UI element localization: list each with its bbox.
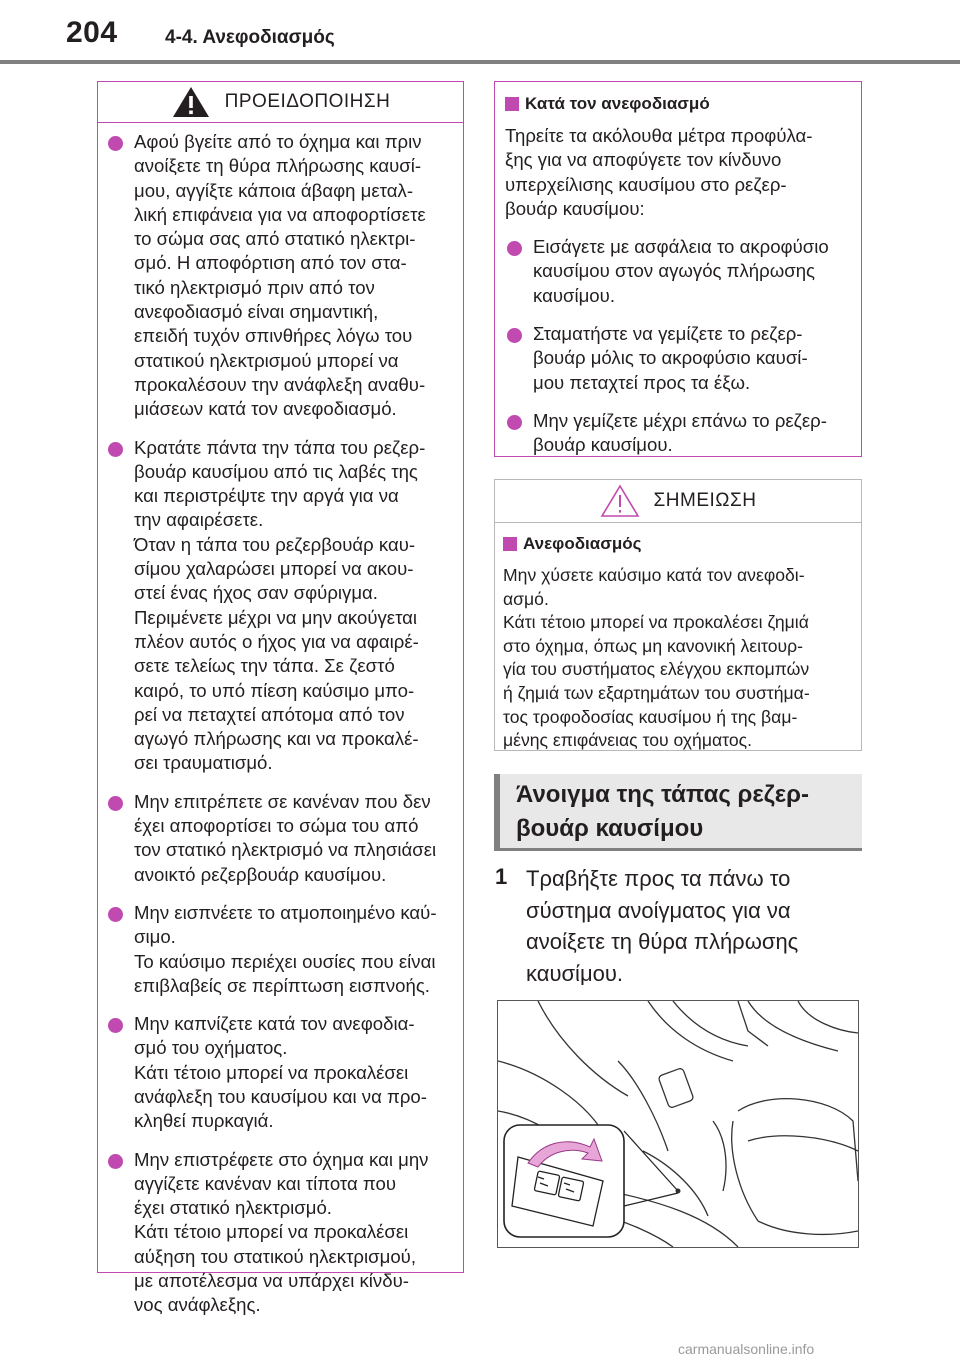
warning-triangle-icon: [171, 85, 211, 119]
warning-header: [98, 82, 463, 123]
note-title: ΣΗΜΕΙΩΣΗ: [653, 490, 757, 511]
note-heading: Ανεφοδιασμός: [503, 532, 853, 556]
footer-watermark: carmanualsonline.info: [678, 1341, 815, 1357]
section-heading: Άνοιγμα της τάπας ρεζερ- βουάρ καυσίμου: [516, 781, 810, 842]
refuel-item: [505, 409, 851, 458]
bullet-icon: [108, 136, 123, 151]
refuel-intro: Τηρείτε τα ακόλουθα μέτρα προφύλα- ξης για να αποφύγετε τον κίνδυνο υπερχείλισης καυσίμου στο ρεζερ- βουάρ καυσίμου:: [505, 125, 813, 219]
section-heading-band: [494, 774, 862, 850]
note-text: Μην χύσετε καύσιμο κατά τον ανεφοδι- ασμό. Κάτι τέτοιο μπορεί να προκαλέσει ζημιά στο όχημα, όπως μη κανονική λειτουρ- γία του συστήματος ελέγχου εκπομπών ή ζημιά των εξαρτημάτων του συστήμα- τος τροφοδοσίας καυσίμου ή της βαμ- μένης επιφάνειας του οχήματος.: [503, 565, 810, 751]
section-heading-rule: [494, 848, 862, 851]
caution-triangle-icon: [600, 484, 640, 518]
bullet-icon: [108, 907, 123, 922]
warning-item: [106, 1012, 453, 1133]
step-number: 1: [495, 864, 508, 889]
step-text: Τραβήξτε προς τα πάνω το σύστημα ανοίγματος για να ανοίξετε τη θύρα πλήρωσης καυσίμου.: [526, 866, 799, 986]
warning-item-text: Κρατάτε πάντα την τάπα του ρεζερ- βουάρ καυσίμου από τις λαβές της και περιστρέψτε την αργά για να την αφαιρέσετε. Όταν η τάπα του ρεζερβουάρ καυ- σίμου χαλαρώσει μπορεί να ακου- στεί ένας ήχος σαν σφύριγμα. Περιμένετε μέχρι να μην ακούγεται πλέον αυτός ο ήχος για να αφαιρέ- σετε τελείως την τάπα. Σε ζεστό καιρό, το υπό πίεση καύσιμο μπο- ρεί να πεταχτεί απότομα από τον αγωγό πλήρωσης και να προκαλέ- σει τραυματισμό.: [134, 436, 426, 774]
bullet-icon: [507, 328, 522, 343]
warning-item-text: Μην καπνίζετε κατά τον ανεφοδια- σμό του οχήματος. Κάτι τέτοιο μπορεί να προκαλέσει ανάφλεξη του καυσίμου και να προ- κληθεί πυρκαγιά.: [134, 1013, 427, 1132]
warning-item: [106, 901, 453, 998]
refuel-item: [505, 322, 851, 395]
warning-item-text: Μην επιστρέφετε στο όχημα και μην αγγίζετε κανέναν και τίποτα που έχει στατικό ηλεκτρισμό. Κάτι τέτοιο μπορεί να προκαλέσει αύξηση του στατικού ηλεκτρισμού, με αποτέλεσμα να υπάρχει κίνδυ- νος ανάφλεξης.: [134, 1148, 429, 1316]
warning-item: [106, 436, 453, 776]
refuel-box: [494, 81, 862, 457]
bullet-icon: [507, 241, 522, 256]
warning-item: [106, 1148, 453, 1318]
bullet-icon: [108, 1018, 123, 1033]
warning-item: [106, 790, 453, 887]
note-header: [495, 480, 861, 523]
warning-item-text: Αφού βγείτε από το όχημα και πριν ανοίξετε τη θύρα πλήρωσης καυσί- μου, αγγίξτε κάποια άβαφη μεταλ- λική επιφάνεια για να αποφορτίσετε το σώμα σας από στατικό ηλεκτρι- σμό. Η αποφόρτιση από τον στα- τικό ηλεκτρισμό πριν από τον ανεφοδιασμό είναι σημαντική, επειδή τυχόν σπινθήρες λόγω του στατικού ηλεκτρισμού μπορεί να προκαλέσουν την ανάφλεξη αναθυ- μιάσεων κατά τον ανεφοδιασμό.: [134, 131, 426, 420]
bullet-icon: [108, 1154, 123, 1169]
bullet-icon: [108, 796, 123, 811]
page-number: 204: [66, 16, 118, 49]
note-box: [494, 479, 862, 751]
fuel-door-opener-illustration: [497, 1000, 859, 1248]
bullet-icon: [108, 442, 123, 457]
section-title: 4-4. Ανεφοδιασμός: [165, 27, 335, 48]
warning-title: ΠΡΟΕΙΔΟΠΟΙΗΣΗ: [224, 91, 391, 112]
bullet-icon: [507, 415, 522, 430]
refuel-item-text: Σταματήστε να γεμίζετε το ρεζερ- βουάρ μόλις το ακροφύσιο καυσί- μου πεταχτεί προς τα έξω.: [533, 323, 808, 393]
refuel-heading: Κατά τον ανεφοδιασμό: [505, 92, 851, 116]
refuel-item: [505, 235, 851, 308]
refuel-item-text: Εισάγετε με ασφάλεια το ακροφύσιο καυσίμου στον αγωγός πλήρωσης καυσίμου.: [533, 236, 829, 306]
square-bullet-icon: [503, 537, 517, 551]
warning-item-text: Μην επιτρέπετε σε κανέναν που δεν έχει αποφορτίσει το σώμα του από τον στατικό ηλεκτρισμό να πλησιάσει ανοικτό ρεζερβουάρ καυσίμου.: [134, 790, 437, 885]
warning-item-text: Μην εισπνέετε το ατμοποιημένο καύ- σιμο. Το καύσιμο περιέχει ουσίες που είναι επιβλαβείς σε περίπτωση εισπνοής.: [134, 901, 437, 996]
warning-item: [106, 130, 453, 422]
header-rule: [0, 60, 960, 64]
car-interior-drawing: [498, 1001, 858, 1247]
page-header: [0, 0, 960, 64]
square-bullet-icon: [505, 97, 519, 111]
refuel-item-text: Μην γεμίζετε μέχρι επάνω το ρεζερ- βουάρ καυσίμου.: [533, 409, 827, 456]
warning-box: [97, 81, 464, 1316]
